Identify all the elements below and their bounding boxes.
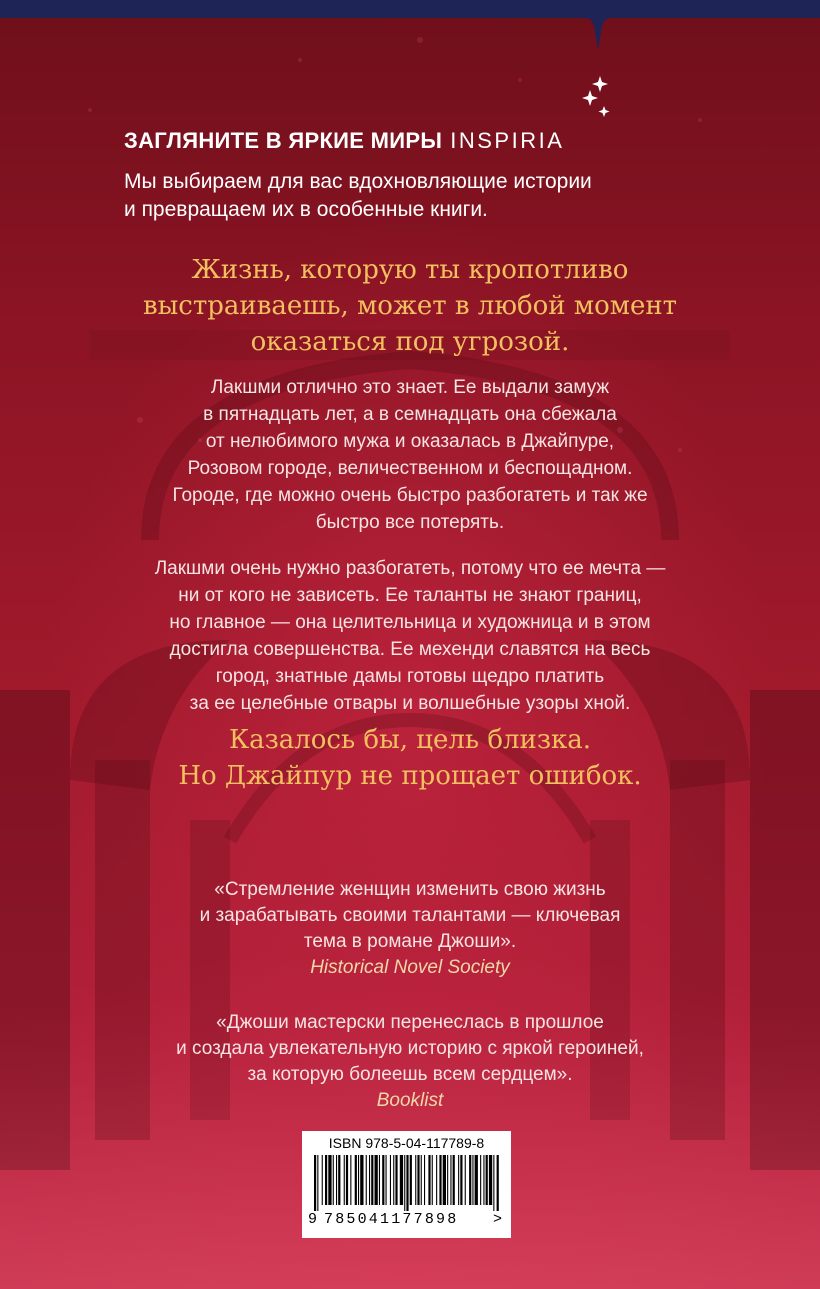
top-notch-shape xyxy=(0,0,820,60)
barcode-bar xyxy=(325,1155,327,1205)
isbn-text: ISBN 978-5-04-117789-8 xyxy=(328,1135,485,1151)
barcode-bar xyxy=(366,1155,367,1205)
barcode-bar xyxy=(369,1155,370,1205)
barcode-bar xyxy=(360,1155,363,1205)
sparkle-stars-icon xyxy=(582,76,612,120)
quote-line: «Стремление женщин изменить свою жизнь xyxy=(214,879,606,900)
barcode-bars xyxy=(312,1155,501,1211)
barcode-bar xyxy=(424,1155,425,1205)
barcode-bar xyxy=(483,1155,484,1205)
barcode-bar xyxy=(447,1155,448,1205)
barcode-bar xyxy=(328,1155,331,1205)
barcode-bar xyxy=(395,1155,397,1205)
barcode-bar xyxy=(489,1155,492,1205)
barcode-bar xyxy=(417,1155,419,1205)
barcode-bar xyxy=(421,1155,422,1205)
barcode-bar xyxy=(317,1155,318,1211)
quote-source: Booklist xyxy=(376,1090,444,1111)
barcode-bar xyxy=(428,1155,430,1205)
blurb-line: город, знатные дамы готовы щедро платить xyxy=(215,666,605,687)
barcode-bar xyxy=(410,1155,412,1205)
blurb-line: Лакшми отлично это знает. Ее выдали замуж xyxy=(210,377,610,398)
barcode-bar xyxy=(336,1155,337,1205)
blurb-line: за ее целебные отвары и волшебные узоры хной. xyxy=(189,693,631,714)
blurb-line: в пятнадцать лет, а в семнадцать она сбежала xyxy=(203,404,617,425)
headline-line: Жизнь, которую ты кропотливо xyxy=(191,255,629,285)
barcode-bar xyxy=(493,1155,494,1211)
barcode-bar xyxy=(344,1155,345,1205)
barcode-bar xyxy=(497,1155,499,1211)
blurb-line: достигла совершенства. Ее мехенди славятся на весь xyxy=(169,639,651,660)
headline-line: выстраиваешь, может в любой момент xyxy=(142,291,678,321)
headline-line: оказаться под угрозой. xyxy=(250,327,570,357)
ean-first-digit: 9 xyxy=(308,1211,318,1228)
barcode-bar xyxy=(346,1155,348,1205)
headline-line: Но Джайпур не прощает ошибок. xyxy=(178,761,642,791)
barcode-bar xyxy=(460,1155,462,1205)
barcode-bar xyxy=(358,1155,359,1205)
headline-bottom xyxy=(0,722,820,794)
quote-line: за которую болеешь всем сердцем». xyxy=(247,1064,573,1085)
barcode-bar xyxy=(404,1155,405,1211)
isbn-barcode xyxy=(302,1131,511,1238)
barcode-bar xyxy=(338,1155,340,1205)
blurb-paragraph-2 xyxy=(0,555,820,717)
tagline-bold: ЗАГЛЯНИТЕ В ЯРКИЕ МИРЫ xyxy=(124,128,443,153)
barcode-bar xyxy=(432,1155,433,1205)
intro-line: и превращаем их в особенные книги. xyxy=(124,198,488,221)
quote-source: Historical Novel Society xyxy=(310,957,510,978)
barcode-bar xyxy=(453,1155,455,1205)
barcode-bar xyxy=(475,1155,478,1205)
blurb-line: быстро все потерять. xyxy=(315,512,505,533)
blurb-line: Лакшми очень нужно разбогатеть, потому что ее мечта — xyxy=(154,558,666,579)
quote-line: «Джоши мастерски перенеслась в прошлое xyxy=(216,1012,604,1033)
barcode-bar xyxy=(393,1155,394,1205)
barcode-bar xyxy=(314,1155,316,1211)
blurb-line: от нелюбимого мужа и оказалась в Джайпуре, xyxy=(205,431,615,452)
barcode-bar xyxy=(382,1155,384,1205)
brand-name: INSPIRIA xyxy=(450,128,565,153)
barcode-bar xyxy=(415,1155,416,1205)
barcode-bar xyxy=(355,1155,357,1205)
ean-arrow: > xyxy=(493,1211,503,1228)
barcode-bar xyxy=(371,1155,373,1205)
barcode-bar xyxy=(333,1155,334,1205)
ean-digit-groups: 785041177898 xyxy=(324,1211,459,1228)
barcode-bar xyxy=(406,1155,408,1211)
barcode-bar xyxy=(375,1155,378,1205)
blurb-paragraph-1 xyxy=(0,374,820,536)
barcode-bar xyxy=(350,1155,351,1205)
quote-line: и зарабатывать своими талантами — ключевая xyxy=(199,905,621,926)
intro-line: Мы выбираем для вас вдохновляющие истории xyxy=(124,170,592,193)
barcode-bar xyxy=(480,1155,481,1205)
barcode-bar xyxy=(436,1155,437,1205)
barcode-bar xyxy=(439,1155,441,1205)
barcode-bar xyxy=(443,1155,446,1205)
review-quote-1 xyxy=(0,877,820,981)
quote-line: тема в романе Джоши». xyxy=(303,931,517,952)
barcode-bar xyxy=(465,1155,466,1205)
barcode-bar xyxy=(322,1155,323,1205)
barcode-bar xyxy=(450,1155,451,1205)
barcode-bar xyxy=(386,1155,387,1205)
barcode-bar xyxy=(486,1155,488,1205)
blurb-line: Городе, где можно очень быстро разбогатеть и так же xyxy=(172,485,648,506)
headline-top xyxy=(0,252,820,360)
barcode-bar xyxy=(469,1155,471,1205)
series-tagline xyxy=(124,128,564,154)
blurb-line: но главное — она целительница и художница и в этом xyxy=(169,612,651,633)
headline-line: Казалось бы, цель близка. xyxy=(228,725,592,755)
barcode-bar xyxy=(400,1155,403,1205)
blurb-line: Розовом городе, величественном и беспощадном. xyxy=(187,458,633,479)
barcode-bar xyxy=(379,1155,380,1205)
quote-line: и создала увлекательную историю с яркой героиней, xyxy=(176,1038,644,1059)
barcode-bar xyxy=(472,1155,473,1205)
barcode-bar xyxy=(390,1155,391,1205)
blurb-line: ни от кого не зависеть. Ее таланты не знают границ, xyxy=(178,585,642,606)
review-quote-2 xyxy=(0,1010,820,1114)
series-intro xyxy=(124,168,724,224)
barcode-bar xyxy=(458,1155,459,1205)
